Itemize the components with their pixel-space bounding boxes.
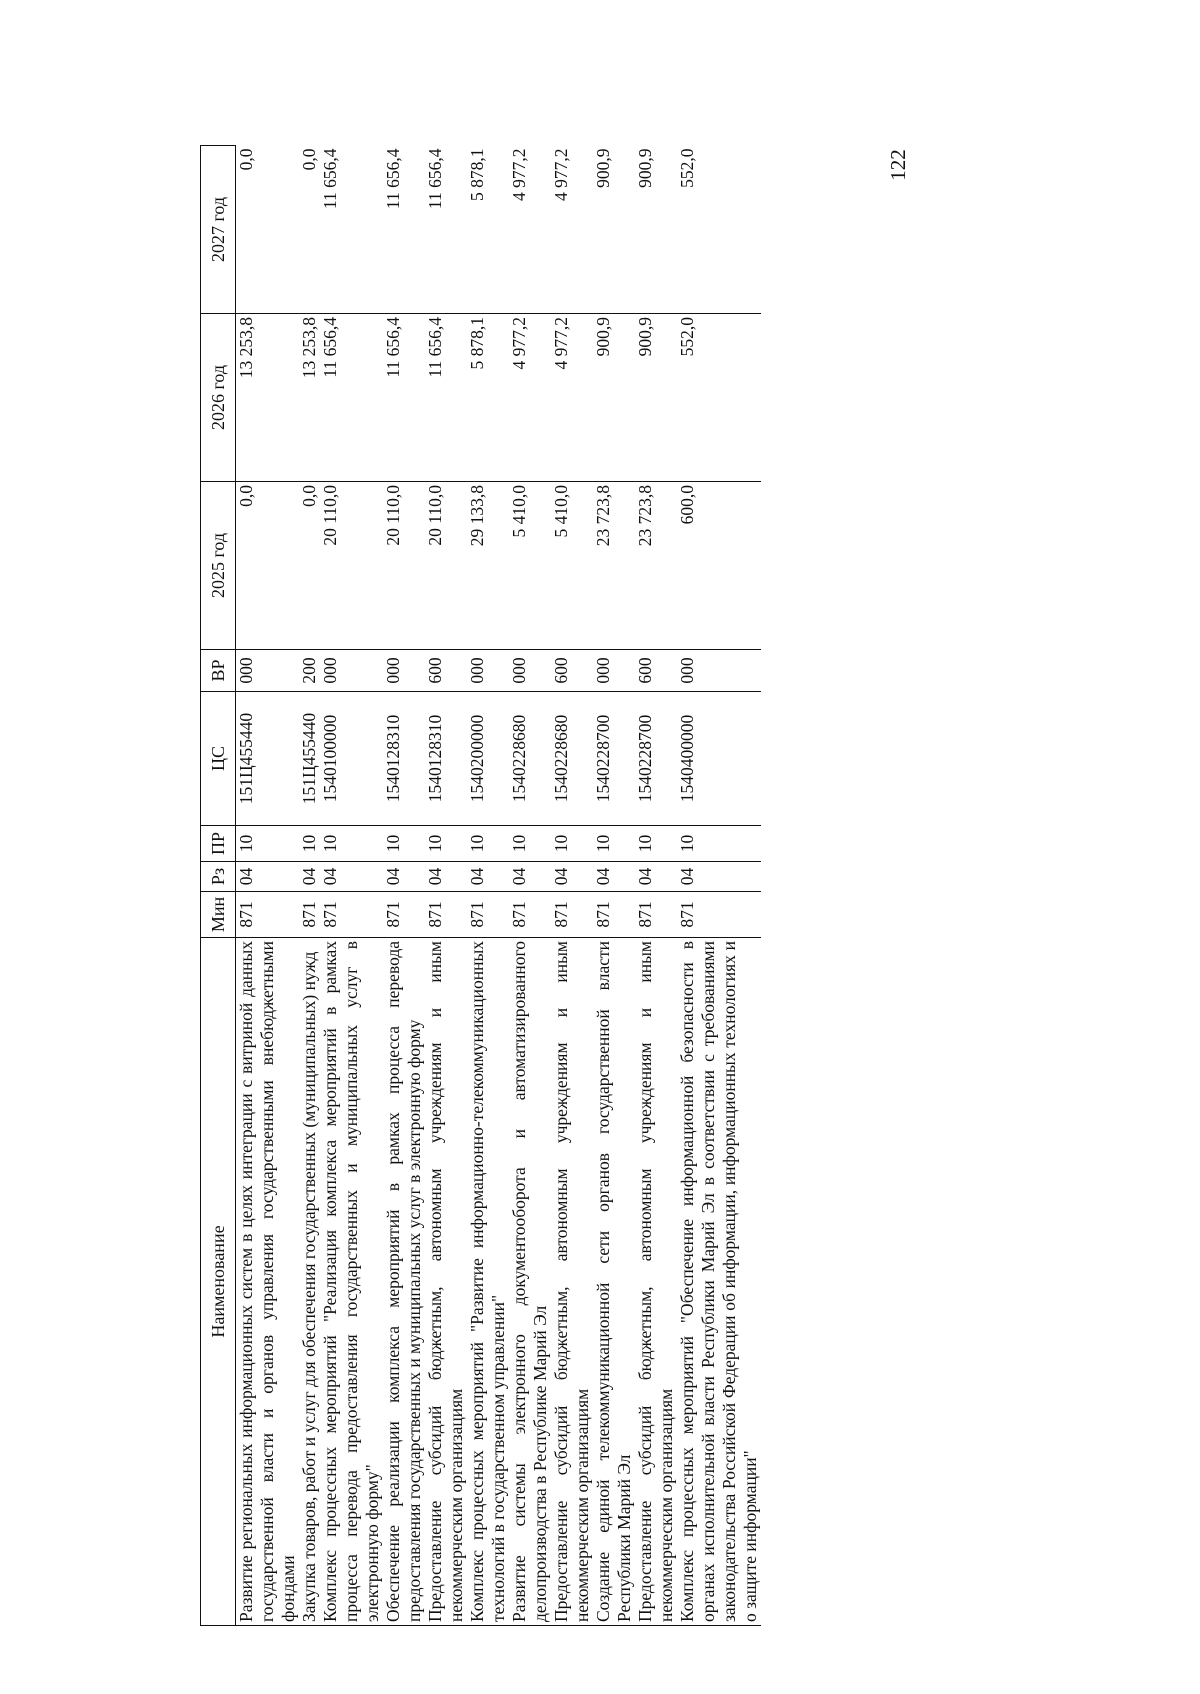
row-2025: 0,0 [236,482,300,650]
row-rz: 04 [677,862,761,892]
row-2026: 11 656,4 [383,314,425,482]
table-row [467,146,509,1626]
row-cs: 1540400000 [677,692,761,826]
row-name: Предоставление субсидий бюджетным, автономным учреждениям и иным некоммерческим организациям [551,938,593,1626]
table-row [593,146,635,1626]
row-cs: 1540228680 [551,692,593,826]
row-2025: 5 410,0 [551,482,593,650]
table-row [299,146,320,1626]
table-row [236,146,300,1626]
row-cs: 151Ц455440 [299,692,320,826]
row-2026: 5 878,1 [467,314,509,482]
row-rz: 04 [593,862,635,892]
row-name: Обеспечение реализации комплекса мероприятий в рамках процесса перевода предоставления государственных и муниципальных услуг в электронную форму [383,938,425,1626]
row-2026: 900,9 [593,314,635,482]
row-cs: 1540228700 [635,692,677,826]
table-header-row [201,146,236,1626]
row-cs: 1540128310 [425,692,467,826]
row-min: 871 [551,892,593,938]
row-2025: 20 110,0 [425,482,467,650]
row-2025: 20 110,0 [383,482,425,650]
row-2025: 23 723,8 [635,482,677,650]
row-min: 871 [635,892,677,938]
row-pr: 10 [635,826,677,862]
row-name: Создание единой телекоммуникационной сети органов государственной власти Республики Марий Эл [593,938,635,1626]
row-pr: 10 [677,826,761,862]
row-rz: 04 [383,862,425,892]
row-pr: 10 [236,826,300,862]
header-vr: ВР [201,650,236,692]
header-2026: 2026 год [201,314,236,482]
row-2026: 11 656,4 [425,314,467,482]
page-number: 122 [886,149,910,181]
row-pr: 10 [551,826,593,862]
row-vr: 600 [635,650,677,692]
row-name: Предоставление субсидий бюджетным, автономным учреждениям и иным некоммерческим организациям [635,938,677,1626]
row-rz: 04 [635,862,677,892]
row-min: 871 [509,892,551,938]
row-cs: 1540128310 [383,692,425,826]
row-rz: 04 [509,862,551,892]
row-name: Комплекс процессных мероприятий "Развитие информационно-телекоммуникационных технологий в государственном управлении" [467,938,509,1626]
row-pr: 10 [509,826,551,862]
row-rz: 04 [320,862,383,892]
row-2025: 29 133,8 [467,482,509,650]
row-pr: 10 [320,826,383,862]
row-2026: 4 977,2 [509,314,551,482]
row-rz: 04 [425,862,467,892]
table-row [551,146,593,1626]
row-vr: 200 [299,650,320,692]
row-cs: 1540100000 [320,692,383,826]
row-2027: 900,9 [593,146,635,314]
row-vr: 000 [383,650,425,692]
row-2026: 11 656,4 [320,314,383,482]
row-2025: 23 723,8 [593,482,635,650]
header-rz: Рз [201,862,236,892]
row-min: 871 [593,892,635,938]
header-2025: 2025 год [201,482,236,650]
row-cs: 1540200000 [467,692,509,826]
row-vr: 000 [593,650,635,692]
row-2025: 5 410,0 [509,482,551,650]
row-2026: 900,9 [635,314,677,482]
row-pr: 10 [425,826,467,862]
row-min: 871 [425,892,467,938]
row-cs: 151Ц455440 [236,692,300,826]
budget-table [200,145,761,1626]
row-cs: 1540228680 [509,692,551,826]
header-min: Мин [201,892,236,938]
row-vr: 000 [320,650,383,692]
row-name: Комплекс процессных мероприятий "Реализация комплекса мероприятий в рамках процесса перевода предоставления государственных и муниципальных услуг в электронную форму" [320,938,383,1626]
row-vr: 600 [551,650,593,692]
row-vr: 000 [509,650,551,692]
header-pr: ПР [201,826,236,862]
row-2027: 4 977,2 [509,146,551,314]
row-vr: 000 [236,650,300,692]
row-min: 871 [236,892,300,938]
row-2026: 552,0 [677,314,761,482]
table-row [425,146,467,1626]
row-2026: 13 253,8 [299,314,320,482]
row-2027: 900,9 [635,146,677,314]
header-2027: 2027 год [201,146,236,314]
row-min: 871 [320,892,383,938]
row-name: Комплекс процессных мероприятий "Обеспечение информационной безопасности в органах исполнительной власти Республики Марий Эл в соответствии с требованиями законодательства Российской Федерации об информации, информационных технологиях и о защите информации" [677,938,761,1626]
row-rz: 04 [236,862,300,892]
rotated-table-container [200,146,970,1626]
row-vr: 000 [677,650,761,692]
row-2027: 4 977,2 [551,146,593,314]
row-rz: 04 [299,862,320,892]
table-row [320,146,383,1626]
row-2026: 4 977,2 [551,314,593,482]
row-pr: 10 [467,826,509,862]
table-row [635,146,677,1626]
row-cs: 1540228700 [593,692,635,826]
row-name: Закупка товаров, работ и услуг для обеспечения государственных (муниципальных) нужд [299,938,320,1626]
header-name: Наименование [201,938,236,1626]
row-2027: 0,0 [299,146,320,314]
row-name: Развитие системы электронного документооборота и автоматизированного делопроизводства в Республике Марий Эл [509,938,551,1626]
row-vr: 000 [467,650,509,692]
row-vr: 600 [425,650,467,692]
row-2025: 0,0 [299,482,320,650]
row-name: Предоставление субсидий бюджетным, автономным учреждениям и иным некоммерческим организациям [425,938,467,1626]
row-2027: 11 656,4 [383,146,425,314]
table-row [383,146,425,1626]
row-2025: 20 110,0 [320,482,383,650]
row-name: Развитие региональных информационных систем в целях интеграции с витриной данных государственной власти и органов управления государственными внебюджетными фондами [236,938,300,1626]
row-min: 871 [299,892,320,938]
row-2027: 0,0 [236,146,300,314]
row-2025: 600,0 [677,482,761,650]
header-cs: ЦС [201,692,236,826]
row-2027: 11 656,4 [425,146,467,314]
table-row [677,146,761,1626]
row-min: 871 [467,892,509,938]
row-pr: 10 [383,826,425,862]
row-2027: 552,0 [677,146,761,314]
row-2026: 13 253,8 [236,314,300,482]
table-row [509,146,551,1626]
row-min: 871 [383,892,425,938]
row-rz: 04 [551,862,593,892]
row-pr: 10 [593,826,635,862]
row-2027: 11 656,4 [320,146,383,314]
row-rz: 04 [467,862,509,892]
row-pr: 10 [299,826,320,862]
row-min: 871 [677,892,761,938]
row-2027: 5 878,1 [467,146,509,314]
